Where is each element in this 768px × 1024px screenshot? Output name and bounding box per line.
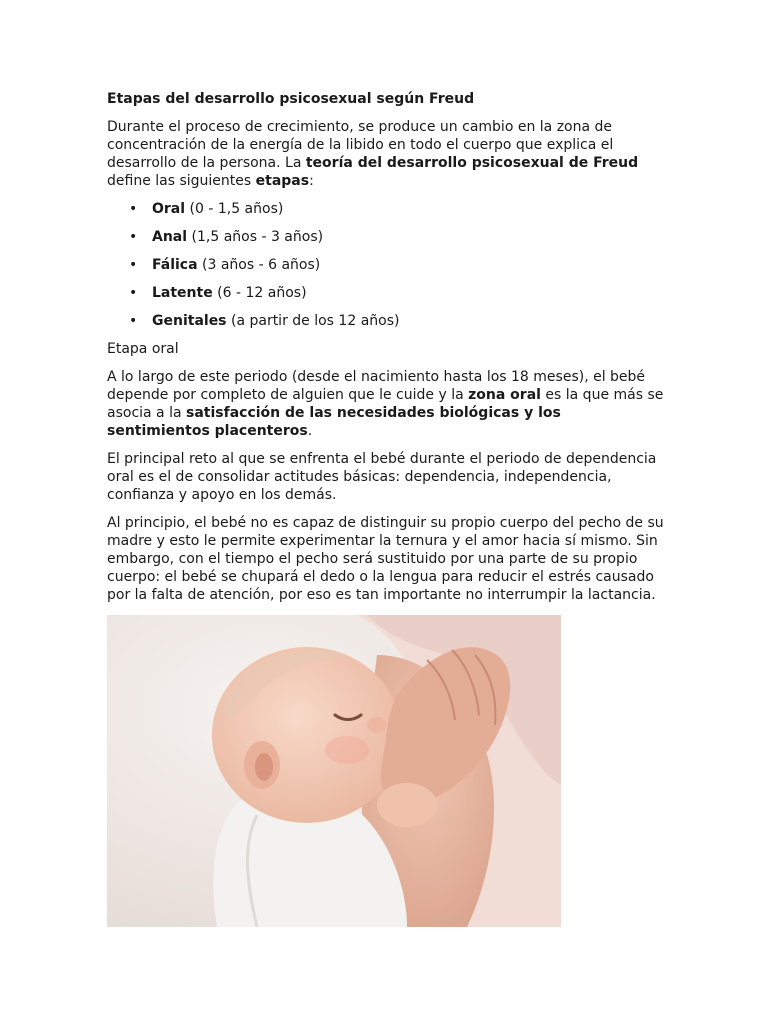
bullet-icon: • xyxy=(129,229,138,245)
bullet-icon: • xyxy=(129,257,138,273)
document-page xyxy=(107,90,667,614)
stage-name: Fálica xyxy=(152,257,198,273)
paragraph-challenge: El principal reto al que se enfrenta el bebé durante el periodo de dependencia oral es el de consolidar actitudes básicas: dependencia, independencia, confianza y apoyo en los demás. xyxy=(107,451,657,503)
intro-bold-theory: teoría del desarrollo psicosexual de Freud xyxy=(305,155,639,171)
section-title-oral: Etapa oral xyxy=(107,341,179,357)
p1-text-2: es la que más se asocia a la xyxy=(107,387,664,421)
stage-range: (a partir de los 12 años) xyxy=(226,313,400,329)
paragraph-oral-period xyxy=(107,368,667,440)
p1-text-3: . xyxy=(307,423,313,439)
intro-bold-stages: etapas xyxy=(255,173,310,189)
stage-range: (1,5 años - 3 años) xyxy=(187,229,324,245)
paragraph-beginning: Al principio, el bebé no es capaz de distinguir su propio cuerpo del pecho de su madre y esto le permite experimentar la ternura y el amor hacia sí mismo. Sin embargo, con el tiempo el pecho será sustituido por una parte de su propio cuerpo: el bebé se chupará el dedo o la lengua para reducir el estrés causado por la falta de atención, por eso es tan importante no interrumpir la lactancia. xyxy=(107,515,664,603)
list-item-falica xyxy=(107,256,667,274)
intro-text-2: define las siguientes xyxy=(107,173,256,189)
stage-name: Latente xyxy=(152,285,213,301)
stage-range: (6 - 12 años) xyxy=(212,285,307,301)
stages-list xyxy=(107,200,667,330)
list-item-genitales xyxy=(107,312,667,330)
intro-text-1: Durante el proceso de crecimiento, se produce un cambio en la zona de concentración de la energía de la libido en todo el cuerpo que explica el desarrollo de la persona. La xyxy=(107,119,614,171)
bullet-icon: • xyxy=(129,285,138,301)
p1-text-1: A lo largo de este periodo (desde el nacimiento hasta los 18 meses), el bebé depende por completo de alguien que le cuide y la xyxy=(107,369,646,403)
p1-bold-oral-zone: zona oral xyxy=(468,387,541,403)
bullet-icon: • xyxy=(129,201,138,217)
list-item-anal xyxy=(107,228,667,246)
stage-name: Oral xyxy=(152,201,186,217)
list-item-oral xyxy=(107,200,667,218)
stage-range: (3 años - 6 años) xyxy=(197,257,321,273)
stage-range: (0 - 1,5 años) xyxy=(185,201,284,217)
breastfeeding-illustration xyxy=(107,615,561,927)
bullet-icon: • xyxy=(129,313,138,329)
breastfeeding-photo xyxy=(107,615,561,927)
stage-name: Genitales xyxy=(152,313,227,329)
p1-bold-satisfaction: satisfacción de las necesidades biológicas y los sentimientos placenteros xyxy=(107,405,561,439)
intro-text-3: : xyxy=(309,173,314,189)
intro-paragraph xyxy=(107,118,667,190)
list-item-latente xyxy=(107,284,667,302)
document-title: Etapas del desarrollo psicosexual según Freud xyxy=(107,91,475,107)
stage-name: Anal xyxy=(152,229,188,245)
